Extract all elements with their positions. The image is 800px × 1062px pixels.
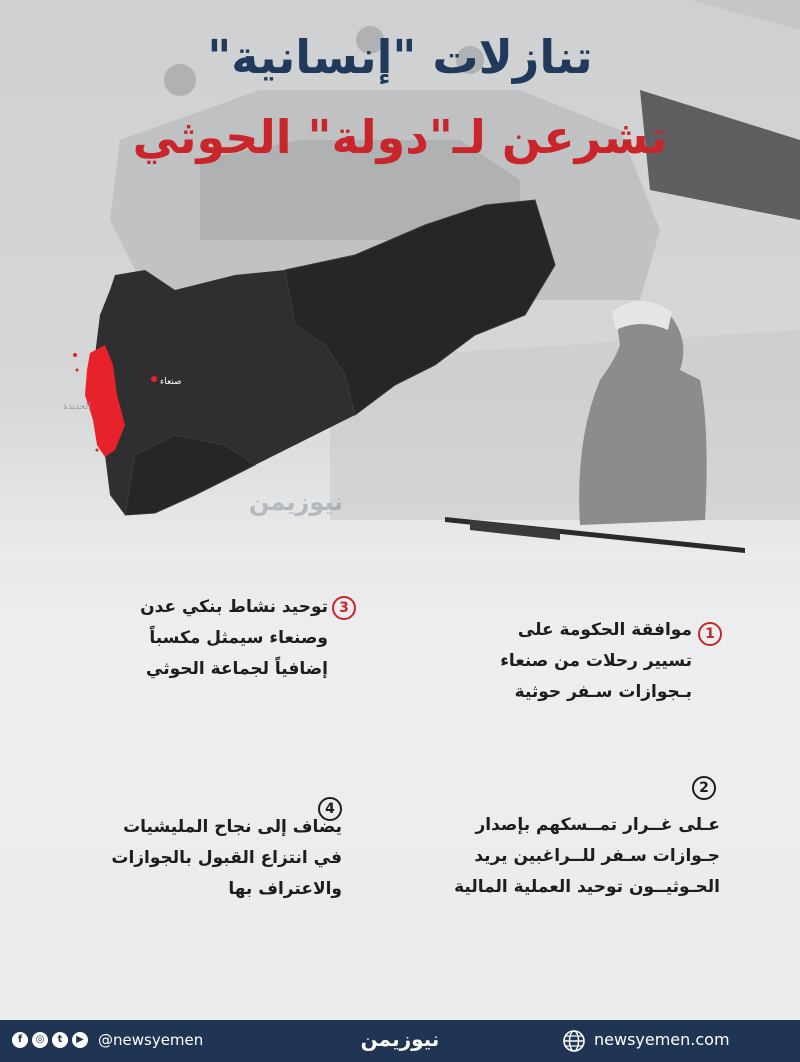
title-line-1: تنازلات "إنسانية" xyxy=(207,30,593,84)
point-number-1: 1 xyxy=(698,622,722,646)
point-1-line-2: تسيير رحلات من صنعاء xyxy=(500,651,692,671)
point-number-4: 4 xyxy=(318,797,342,821)
yemen-map xyxy=(55,195,575,525)
point-2-line-2: جـوازات سـفر للــراغبين يريد xyxy=(474,846,720,866)
point-1-line-3: بـجوازات سـفر حوثية xyxy=(514,682,692,702)
watermark-logo: نيوزيمن xyxy=(248,488,344,516)
point-3-line-1: توحيد نشاط بنكي عدن xyxy=(140,597,328,617)
city-label-hodeidah: الحديدة xyxy=(63,402,91,412)
footer-bar xyxy=(0,1020,800,1062)
footer-logo: نيوزيمن xyxy=(360,1027,440,1051)
instagram-icon[interactable]: ◎ xyxy=(32,1032,48,1048)
facebook-icon[interactable]: f xyxy=(12,1032,28,1048)
city-label-sanaa: صنعاء xyxy=(160,377,182,387)
youtube-icon[interactable]: ▶ xyxy=(72,1032,88,1048)
point-number-3: 3 xyxy=(332,596,356,620)
point-2-text xyxy=(380,810,720,903)
social-handle[interactable]: @newsyemen xyxy=(98,1031,204,1049)
point-2-line-1: عـلى غــرار تمــسكهم بإصدار xyxy=(475,815,720,835)
point-4-line-2: في انتزاع القبول بالجوازات xyxy=(111,848,342,868)
twitter-icon[interactable]: t xyxy=(52,1032,68,1048)
sanaa-dot xyxy=(151,376,157,382)
point-3-line-2: وصنعاء سيمثل مكسباً xyxy=(149,628,328,648)
website-link[interactable]: newsyemen.com xyxy=(594,1030,730,1049)
point-3-line-3: إضافياً لجماعة الحوثي xyxy=(146,659,328,679)
point-2-line-3: الحـوثيــون توحيد العملية المالية xyxy=(454,877,720,897)
point-1-line-1: موافقة الحكومة على xyxy=(517,620,692,640)
point-4-line-1: يضاف إلى نجاح المليشيات xyxy=(123,817,342,837)
point-number-2: 2 xyxy=(692,776,716,800)
point-3-text xyxy=(100,592,328,685)
globe-icon xyxy=(562,1029,586,1053)
point-4-text xyxy=(80,812,342,905)
title-line-2: تشرعن لـ"دولة" الحوثي xyxy=(132,110,668,164)
point-1-text xyxy=(440,615,692,708)
point-4-line-3: والاعتراف بها xyxy=(228,879,342,899)
